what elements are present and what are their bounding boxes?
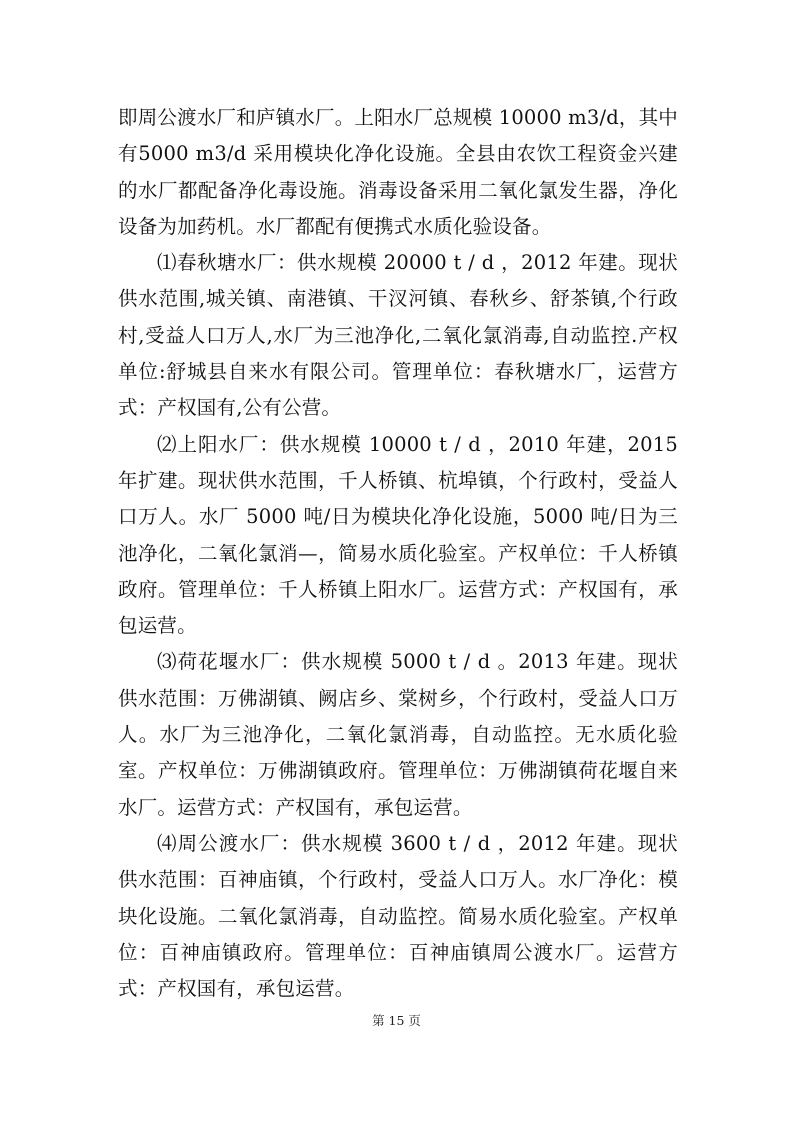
paragraph-shangyang-plant: ⑵上阳水厂：供水规模 10000 t / d ，2010 年建，2015 年扩建。现状供水范围，千人桥镇、杭埠镇，个行政村，受益人口万人。水厂 5000 吨/日为模块化净化设施，5000 吨/日为三池净化，二氧化氯消—，简易水质化验室。产权单位：千人桥镇政府。管理单位：千人桥镇上阳水厂。运营方式：产权国有，承包运营。 [118, 432, 678, 638]
page-number: 第 15 页 [372, 1013, 421, 1028]
paragraph-zhougongdu-plant: ⑷周公渡水厂：供水规模 3600 t / d ，2012 年建。现状供水范围：百神庙镇，个行政村，受益人口万人。水厂净化：模块化设施。二氧化氯消毒，自动监控。简易水质化验室。产权单位：百神庙镇政府。管理单位：百神庙镇周公渡水厂。运营方式：产权国有，承包运营。 [118, 831, 678, 1001]
paragraph-chunqiutang-plant: ⑴春秋塘水厂：供水规模 20000 t / d ，2012 年建。现状供水范围,城关镇、南港镇、干汊河镇、春秋乡、舒茶镇,个行政村,受益人口万人,水厂为三池净化,二氧化氯消毒,自动监控.产权单位:舒城县自来水有限公司。管理单位：春秋塘水厂，运营方式：产权国有,公有公营。 [118, 251, 678, 420]
body-text [118, 100, 678, 1007]
paragraph-hehuayan-plant: ⑶荷花堰水厂：供水规模 5000 t / d 。2013 年建。现状供水范围：万佛湖镇、阙店乡、棠树乡，个行政村，受益人口万人。水厂为三池净化，二氧化氯消毒，自动监控。无水质化验室。产权单位：万佛湖镇政府。管理单位：万佛湖镇荷花堰自来水厂。运营方式：产权国有，承包运营。 [118, 650, 678, 819]
paragraph-intro: 即周公渡水厂和庐镇水厂。上阳水厂总规模 10000 m3/d，其中有5000 m3/d 采用模块化净化设施。全县由农饮工程资金兴建的水厂都配备净化毒设施。消毒设备采用二氧化氯发生器，净化设备为加药机。水厂都配有便携式水质化验设备。 [118, 106, 678, 238]
